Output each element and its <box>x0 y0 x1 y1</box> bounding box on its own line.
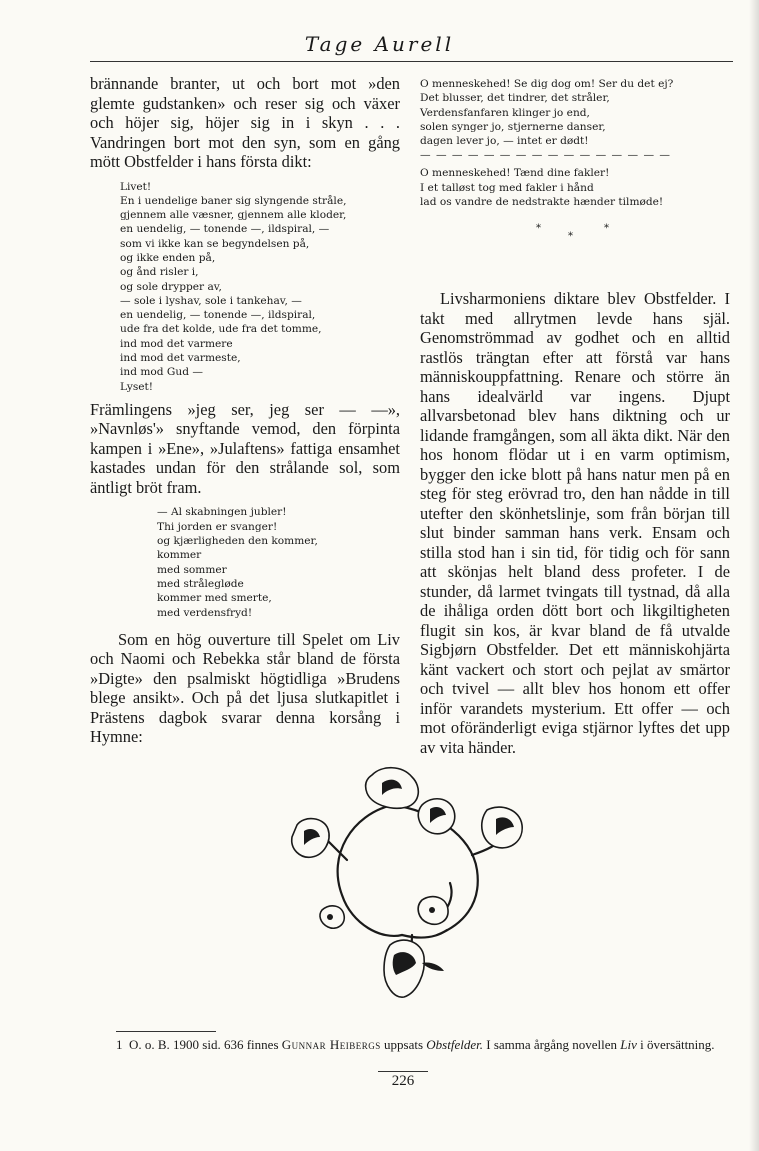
asterism-divider <box>420 223 730 263</box>
paragraph-2: Främlingens »jeg ser, jeg ser — —», »Navnløs'» snyftande vemod, den förpinta kampen i »Ene», »Julaftens» fattiga ensamhet kastades undan för den strålande sol, som äntligt bröt fram. <box>90 399 400 497</box>
poem-line: en uendelig, — tonende —, ildspiral, <box>120 309 316 322</box>
poem-line: med strålegløde <box>157 577 244 590</box>
poem-line: kommer <box>157 549 202 562</box>
footnote-rule <box>116 1031 216 1032</box>
poem-line: Det blusser, det tindrer, det stråler, <box>420 92 610 105</box>
poem-line: og ikke enden på, <box>120 251 216 264</box>
asterisk: * <box>604 223 609 235</box>
poem-line: en uendelig, — tonende —, ildspiral, — <box>120 223 330 236</box>
poem-line: dagen lever jo, — intet er dødt! <box>420 135 589 148</box>
footnote-work: Liv <box>620 1037 637 1052</box>
asterisk: * <box>568 231 573 243</box>
poem-livet <box>120 180 400 394</box>
poem-line: ind mod det varmere <box>120 337 233 350</box>
poem-line: I et talløst tog med fakler i hånd <box>420 181 594 194</box>
running-head: Tage Aurell <box>304 32 455 56</box>
poem-line: som vi ikke kan se begyndelsen på, <box>120 237 310 250</box>
poem-line: med verdensfryd! <box>157 606 253 619</box>
poem-line: Thi jorden er svanger! <box>157 520 278 533</box>
poem-line: med sommer <box>157 563 227 576</box>
footnote-text: uppsats <box>384 1037 424 1052</box>
poem-skabningen <box>157 505 400 619</box>
poem-line: Verdensfanfaren klinger jo end, <box>420 106 590 119</box>
poem-line: ude fra det kolde, ude fra det tomme, <box>120 323 322 336</box>
poem-line: og ånd risler i, <box>120 266 199 279</box>
poem-line: kommer med smerte, <box>157 592 272 605</box>
poem-line: og sole drypper av, <box>120 280 222 293</box>
poem-line: lad os vandre de nedstrakte hænder tilmøde! <box>420 196 664 209</box>
page-number: 226 <box>378 1071 428 1090</box>
poem-line: Lyset! <box>120 380 154 393</box>
footnote <box>116 1036 731 1053</box>
page-edge-shadow <box>749 0 759 1151</box>
paragraph-1: brännande branter, ut och bort mot »den glemte gudstanken» och reser sig och växer och höjer sig, höjer sig in i skyn . . . Vandringen bort mot den syn, som en gång mött Obstfelder i hans första dikt: <box>90 74 400 171</box>
poem-hymne-2 <box>420 166 730 209</box>
floral-wreath-ornament-icon <box>272 765 528 1005</box>
paragraph-3: Som en hög ouverture till Spelet om Liv och Naomi och Rebekka står bland de första »Digte» den psalmiskt högtidliga »Brudens blege ansikt». Och på det ljusa slutkapitlet i Prästens dagbok svarar denna korsång i Hymne: <box>90 629 400 747</box>
poem-line: — Al skabningen jubler! <box>157 506 287 519</box>
footnote-marker: 1 <box>116 1037 123 1052</box>
poem-line: og kjærligheden den kommer, <box>157 535 318 548</box>
poem-line: ind mod det varmeste, <box>120 352 241 365</box>
poem-line: En i uendelige baner sig slyngende stråle, <box>120 194 347 207</box>
poem-line: Livet! <box>120 180 152 193</box>
footnote-text: I samma årgång novellen <box>486 1037 618 1052</box>
poem-line: gjennem alle væsner, gjennem alle kloder, <box>120 209 347 222</box>
paragraph-4: Livsharmoniens diktare blev Obstfelder. I takt med allrytmen levde hans själ. Genomströmmad av godhet och en alltid rastlös trängtan efter att förstå var hans människouppfattning. Renare och större än hans idealvärld var ingens. Djupt allvarsbetonad blev hans diktning och ur lidande framgången, som all äkta dikt. När den hos honom flödar ut i en varm optimism, bygger den icke blott på hans natur men på en steg för steg erövrad tro, den han nådde in till utefter den skönhetslinje, som från början till slut binder samman hans verk. Ensam och stilla stod han i sin tid, för tidig och för sann att skönjas helt bland dess profeter. I de stunder, då larmet tvingats till tystnad, då alla de ihåliga orden dött bort och likgiltigheten flugit sin kos, är kvar bland de få utvalde Sigbjørn Obstfelder. Det ett människohjärta känt vackert och stort och pejlat av smärtor och tvivel — allt blev hos honom ett offer inför varandets mysterium. Ett offer — och mot oföränderligt eviga stjärnor lyftes det upp av vita händer. <box>420 289 730 757</box>
dash-line: — — — — — — — — — — — — — — — — <box>420 149 672 162</box>
footnote-author: Gunnar Heibergs <box>281 1037 381 1052</box>
footnote-text: O. o. B. 1900 sid. 636 finnes <box>129 1037 279 1052</box>
poem-line: O menneskehed! Se dig dog om! Ser du det ej? <box>420 78 674 90</box>
poem-line: O menneskehed! Tænd dine fakler! <box>420 167 610 180</box>
footnote-text: i översättning. <box>640 1037 715 1052</box>
header-rule <box>90 61 733 62</box>
poem-line: ind mod Gud — <box>120 366 203 379</box>
footnote-essay-title: Obstfelder. <box>426 1037 483 1052</box>
poem-hymne-1 <box>420 77 730 148</box>
left-column <box>90 74 400 747</box>
right-column <box>420 77 730 757</box>
poem-line: — sole i lyshav, sole i tankehav, — <box>120 294 302 307</box>
asterisk: * <box>536 223 541 235</box>
poem-line: solen synger jo, stjernerne danser, <box>420 120 606 133</box>
